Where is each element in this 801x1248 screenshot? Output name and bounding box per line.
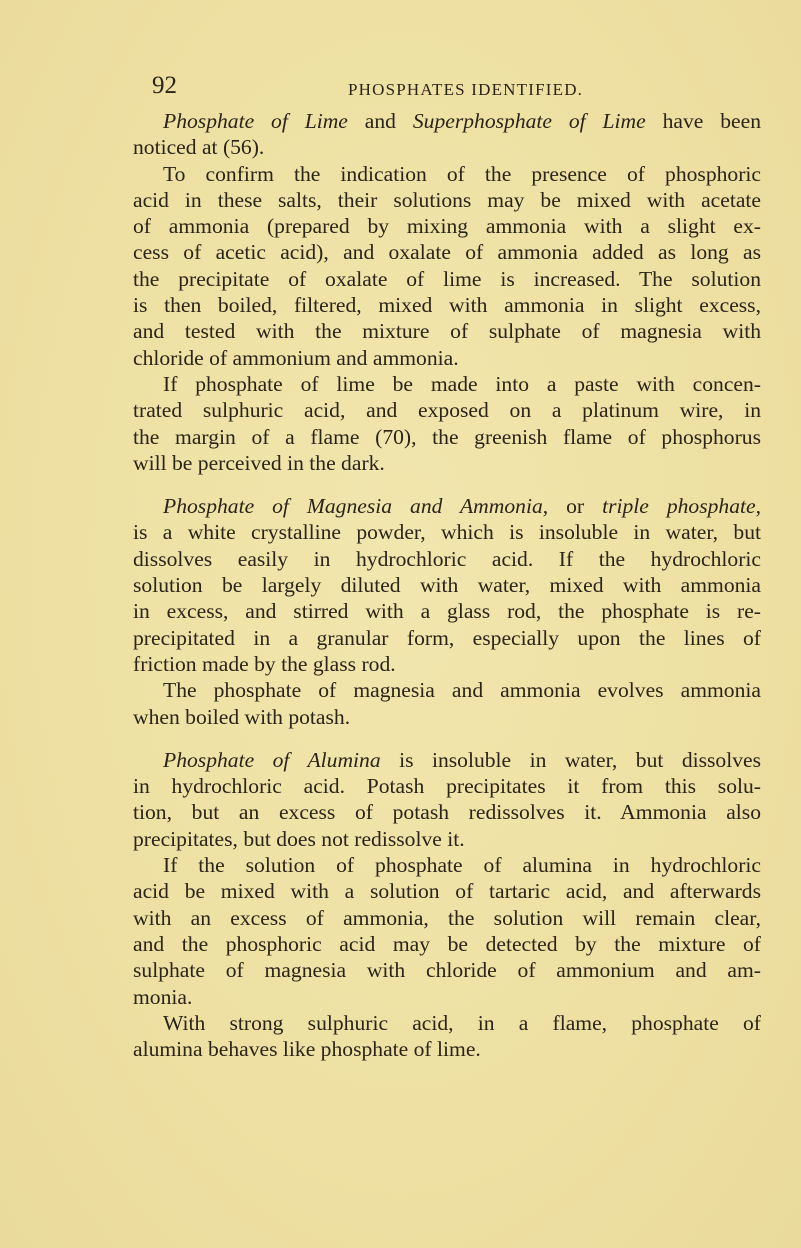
text-line bbox=[133, 161, 761, 187]
text-run: precipitates, but does not redissolve it. bbox=[133, 826, 465, 851]
text-run: friction made by the glass rod. bbox=[133, 651, 396, 676]
text-run: is insoluble in water, but dissolves bbox=[380, 747, 762, 772]
text-run: the precipitate of oxalate of lime is increased. The solution bbox=[133, 266, 761, 291]
running-head: PHOSPHATES IDENTIFIED. bbox=[348, 80, 584, 99]
text-run: alumina behaves like phosphate of lime. bbox=[133, 1037, 481, 1062]
text-run: chloride of ammonium and ammonia. bbox=[133, 345, 459, 370]
text-run: and tested with the mixture of sulphate of magnesia with bbox=[133, 319, 761, 344]
text-line bbox=[133, 519, 761, 545]
paragraph bbox=[133, 161, 761, 371]
text-run: is then boiled, filtered, mixed with ammonia in slight excess, bbox=[133, 293, 761, 318]
text-run: , or bbox=[542, 494, 603, 519]
text-line bbox=[133, 213, 761, 239]
text-line bbox=[133, 957, 761, 983]
text-line bbox=[133, 799, 761, 825]
text-run: sulphate of magnesia with chloride of ammonium and am- bbox=[133, 958, 761, 983]
text-line bbox=[133, 598, 761, 624]
text-run: when boiled with potash. bbox=[133, 704, 351, 729]
text-line bbox=[133, 572, 761, 598]
text-run: cess of acetic acid), and oxalate of ammonia added as long as bbox=[133, 240, 761, 265]
text-run: dissolves easily in hydrochloric acid. If the hydrochloric bbox=[133, 546, 761, 571]
text-run: The phosphate of magnesia and ammonia evolves ammonia bbox=[163, 678, 761, 703]
page-number: 92 bbox=[152, 72, 177, 99]
text-run: , bbox=[755, 494, 762, 519]
text-line bbox=[133, 878, 761, 904]
paragraph bbox=[133, 371, 761, 476]
text-run: tion, but an excess of potash redissolves it. Ammonia also bbox=[133, 800, 761, 825]
text-run: will be perceived in the dark. bbox=[133, 450, 385, 475]
text-run: in excess, and stirred with a glass rod, the phosphate is re- bbox=[133, 599, 761, 624]
page-header bbox=[152, 72, 584, 102]
italic-term: triple phosphate bbox=[602, 494, 756, 519]
text-line bbox=[133, 108, 761, 134]
text-line bbox=[133, 292, 761, 318]
text-line bbox=[133, 546, 761, 572]
text-line bbox=[133, 318, 761, 344]
text-line bbox=[133, 704, 761, 730]
text-line bbox=[133, 773, 761, 799]
text-line bbox=[133, 266, 761, 292]
text-run: monia. bbox=[133, 984, 193, 1009]
italic-term: Superphosphate of Lime bbox=[412, 109, 646, 133]
paragraph bbox=[133, 677, 761, 730]
text-run: acid be mixed with a solution of tartaric acid, and afterwards bbox=[133, 879, 761, 904]
paragraph bbox=[133, 493, 761, 677]
text-line bbox=[133, 852, 761, 878]
text-run: noticed at (56). bbox=[133, 135, 265, 160]
paragraph bbox=[133, 108, 761, 161]
text-line bbox=[133, 1036, 761, 1062]
paragraph bbox=[133, 1010, 761, 1063]
text-run: trated sulphuric acid, and exposed on a platinum wire, in bbox=[133, 398, 761, 423]
text-run: have been bbox=[645, 109, 762, 133]
paragraph bbox=[133, 852, 761, 1010]
italic-term: Phosphate of Lime bbox=[163, 109, 348, 133]
text-line bbox=[133, 677, 761, 703]
text-run: If phosphate of lime be made into a paste with concen- bbox=[163, 371, 761, 396]
text-line bbox=[133, 1010, 761, 1036]
text-run: of ammonia (prepared by mixing ammonia with a slight ex- bbox=[133, 214, 761, 239]
text-line bbox=[133, 905, 761, 931]
text-run: With strong sulphuric acid, in a flame, phosphate of bbox=[163, 1010, 761, 1035]
text-run: is a white crystalline powder, which is insoluble in water, but bbox=[133, 520, 761, 545]
text-line bbox=[133, 187, 761, 213]
text-line bbox=[133, 424, 761, 450]
text-line bbox=[133, 450, 761, 476]
text-line bbox=[133, 239, 761, 265]
paragraph bbox=[133, 747, 761, 852]
text-run: To confirm the indication of the presence of phosphoric bbox=[163, 161, 761, 186]
text-line bbox=[133, 625, 761, 651]
text-run: acid in these salts, their solutions may be mixed with acetate bbox=[133, 187, 761, 212]
text-line bbox=[133, 826, 761, 852]
text-line bbox=[133, 134, 761, 160]
text-run: with an excess of ammonia, the solution will remain clear, bbox=[133, 905, 761, 930]
text-line bbox=[133, 371, 761, 397]
text-run: precipitated in a granular form, especially upon the lines of bbox=[133, 625, 761, 650]
italic-term: Phosphate of Alumina bbox=[163, 747, 381, 772]
text-run: the margin of a flame (70), the greenish flame of phosphorus bbox=[133, 424, 761, 449]
text-run: in hydrochloric acid. Potash precipitates it from this solu- bbox=[133, 774, 761, 799]
text-line bbox=[133, 651, 761, 677]
text-run: solution be largely diluted with water, mixed with ammonia bbox=[133, 573, 761, 598]
text-line bbox=[133, 493, 761, 519]
text-line bbox=[133, 397, 761, 423]
body-text bbox=[133, 108, 761, 1062]
text-run: If the solution of phosphate of alumina in hydrochloric bbox=[163, 853, 761, 878]
text-line bbox=[133, 345, 761, 371]
text-run: and bbox=[347, 109, 413, 133]
text-run: and the phosphoric acid may be detected by the mixture of bbox=[133, 931, 761, 956]
text-line bbox=[133, 931, 761, 957]
italic-term: Phosphate of Magnesia and Ammonia bbox=[163, 494, 543, 519]
text-line bbox=[133, 747, 761, 773]
text-line bbox=[133, 984, 761, 1010]
